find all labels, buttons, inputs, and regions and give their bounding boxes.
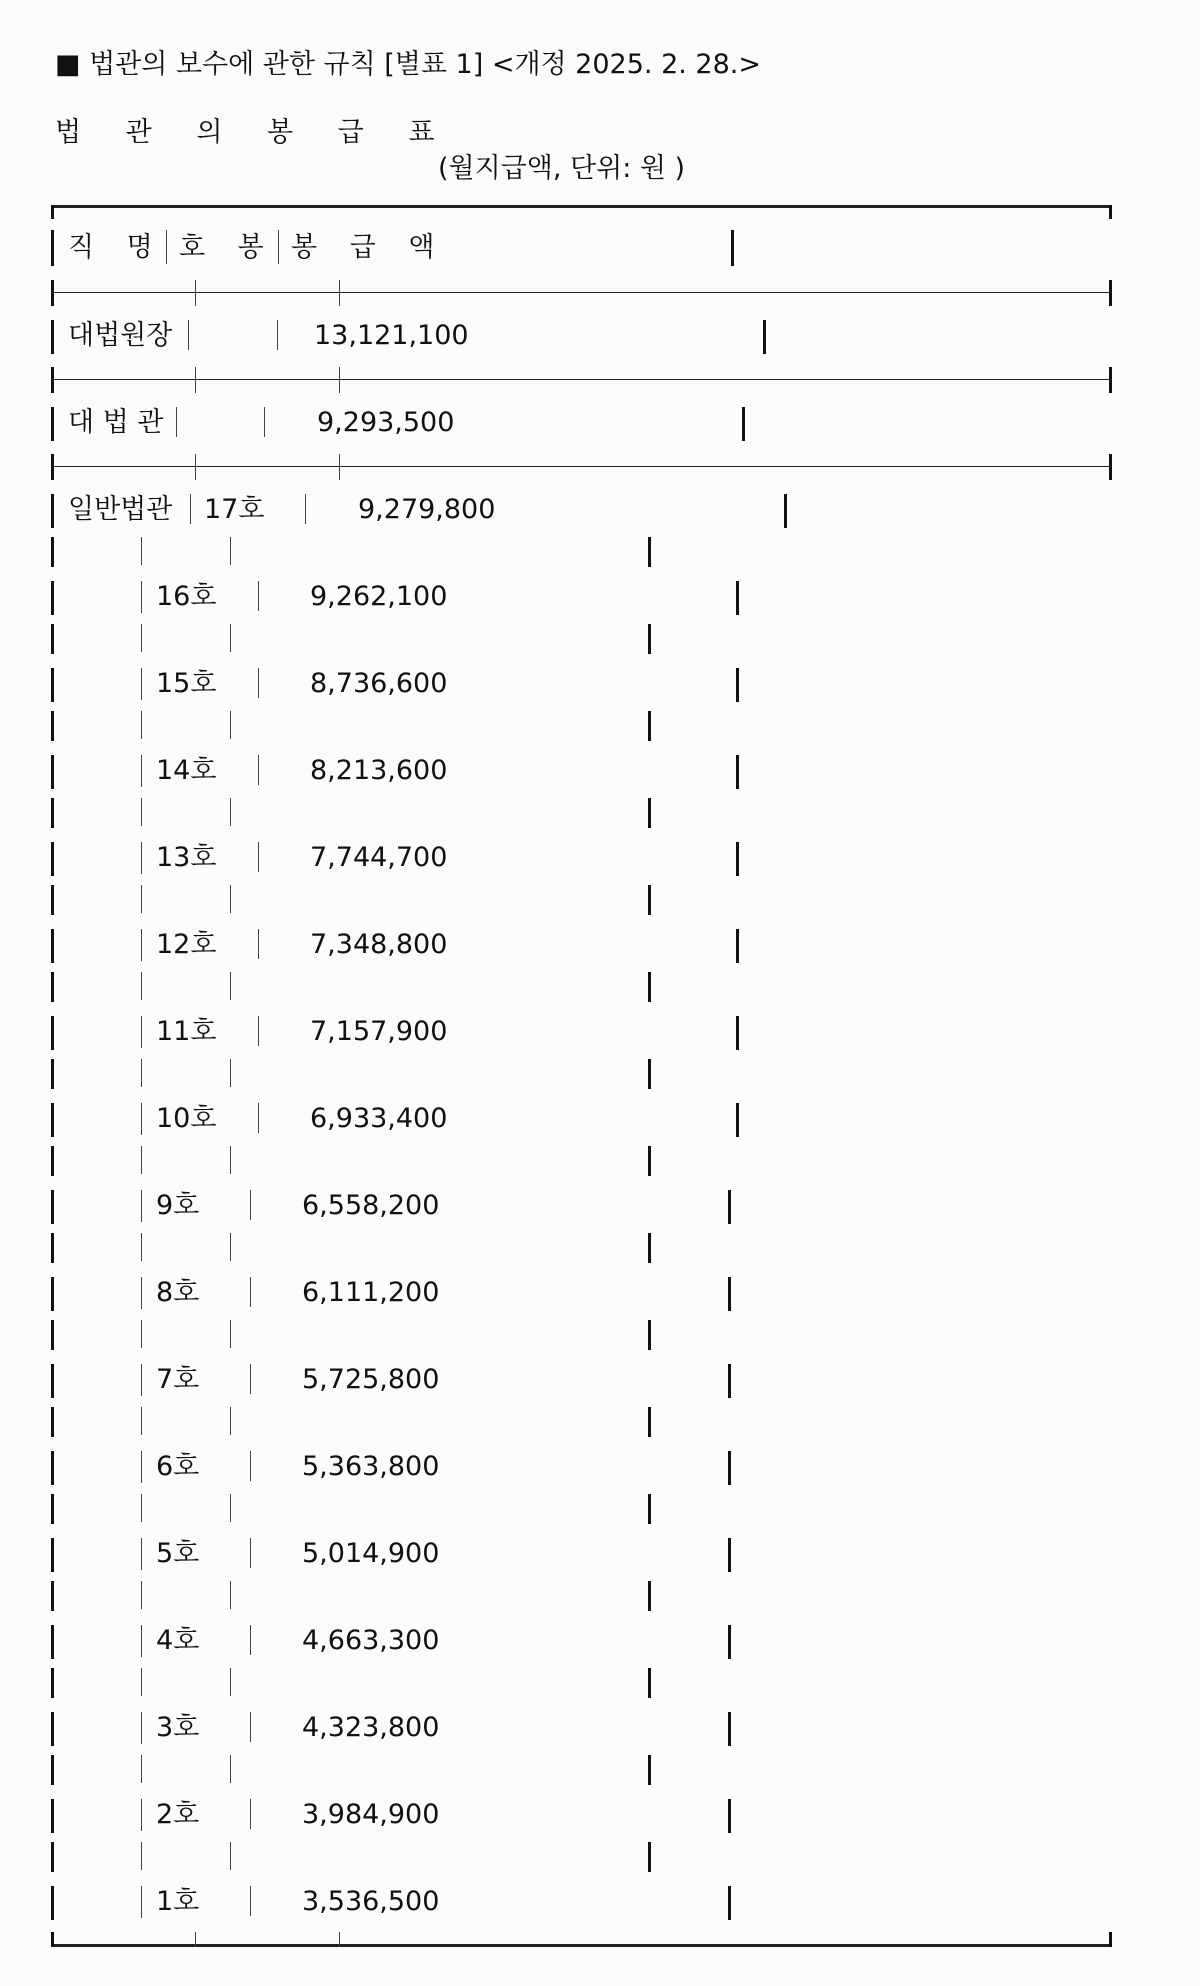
- spacer-divider: [648, 1842, 651, 1872]
- column-divider: [51, 1364, 54, 1398]
- amount-cell: 6,933,400: [310, 1103, 448, 1134]
- column-divider: [728, 1625, 731, 1659]
- spacer-divider: [51, 1755, 54, 1785]
- column-divider: [258, 755, 259, 785]
- spacer-divider: [648, 1407, 651, 1437]
- column-divider: [51, 1799, 54, 1833]
- unit-note: (월지급액, 단위: 원 ): [438, 153, 686, 184]
- spacer-divider: [141, 1233, 142, 1261]
- column-divider: [763, 320, 766, 354]
- table-bottom-border: [51, 1944, 1111, 1947]
- amount-cell: 7,157,900: [310, 1016, 448, 1047]
- spacer-divider: [648, 1755, 651, 1785]
- column-divider: [190, 494, 191, 524]
- column-divider: [51, 755, 54, 789]
- column-divider: [728, 1277, 731, 1311]
- spacer-divider: [230, 885, 231, 913]
- column-divider: [784, 494, 787, 528]
- amount-chief-justice: 13,121,100: [314, 320, 469, 351]
- spacer-divider: [230, 1755, 231, 1783]
- border-tick: [51, 1932, 54, 1947]
- column-divider: [736, 581, 739, 615]
- spacer-divider: [230, 711, 231, 739]
- column-divider: [166, 230, 167, 264]
- grade-cell: 13호: [156, 842, 217, 873]
- spacer-divider: [141, 1059, 142, 1087]
- spacer-divider: [141, 972, 142, 1000]
- column-divider: [258, 1103, 259, 1133]
- column-divider: [141, 1277, 142, 1309]
- grade-cell: 16호: [156, 581, 217, 612]
- row-separator: [51, 292, 1111, 293]
- amount-cell: 7,348,800: [310, 929, 448, 960]
- spacer-divider: [230, 1668, 231, 1696]
- spacer-divider: [51, 537, 54, 567]
- spacer-divider: [648, 1494, 651, 1524]
- border-tick: [1109, 1932, 1112, 1947]
- column-divider: [250, 1799, 251, 1829]
- column-divider: [728, 1799, 731, 1833]
- separator-tick: [51, 454, 54, 480]
- column-divider: [250, 1625, 251, 1655]
- amount-cell: 7,744,700: [310, 842, 448, 873]
- spacer-divider: [141, 624, 142, 652]
- column-divider: [51, 581, 54, 615]
- spacer-divider: [648, 1059, 651, 1089]
- spacer-divider: [230, 624, 231, 652]
- spacer-divider: [141, 1320, 142, 1348]
- column-divider: [736, 668, 739, 702]
- column-divider: [736, 1016, 739, 1050]
- column-divider: [736, 929, 739, 963]
- separator-tick: [339, 367, 340, 393]
- column-divider: [51, 1451, 54, 1485]
- spacer-divider: [141, 1407, 142, 1435]
- column-divider: [51, 1103, 54, 1137]
- column-divider: [258, 929, 259, 959]
- column-divider: [51, 1190, 54, 1224]
- amount-cell: 3,984,900: [302, 1799, 440, 1830]
- spacer-divider: [51, 711, 54, 741]
- spacer-divider: [51, 798, 54, 828]
- spacer-divider: [51, 1842, 54, 1872]
- position-justice: 대 법 관: [68, 407, 164, 438]
- column-header-grade: 호 봉: [179, 232, 276, 263]
- border-tick: [195, 1932, 196, 1947]
- column-divider: [141, 842, 142, 874]
- table-title: 법 관 의 봉 급 표: [55, 117, 453, 148]
- column-divider: [176, 407, 177, 437]
- amount-cell: 8,736,600: [310, 668, 448, 699]
- column-divider: [51, 320, 54, 354]
- column-divider: [250, 1712, 251, 1742]
- spacer-divider: [648, 1233, 651, 1263]
- grade-cell: 10호: [156, 1103, 217, 1134]
- column-divider: [141, 1190, 142, 1222]
- position-judge: 일반법관: [68, 494, 173, 525]
- spacer-divider: [141, 1668, 142, 1696]
- grade-cell: 7호: [156, 1364, 200, 1395]
- column-divider: [51, 668, 54, 702]
- amount-cell: 4,323,800: [302, 1712, 440, 1743]
- separator-tick: [1109, 454, 1112, 480]
- separator-tick: [1109, 280, 1112, 306]
- column-divider: [51, 1712, 54, 1746]
- spacer-divider: [648, 537, 651, 567]
- column-divider: [277, 320, 278, 350]
- amount-cell: 6,111,200: [302, 1277, 440, 1308]
- column-divider: [188, 320, 189, 350]
- separator-tick: [51, 280, 54, 306]
- column-divider: [258, 842, 259, 872]
- spacer-divider: [648, 885, 651, 915]
- spacer-divider: [51, 1494, 54, 1524]
- column-divider: [51, 842, 54, 876]
- amount-cell: 5,725,800: [302, 1364, 440, 1395]
- row-separator: [51, 379, 1111, 380]
- spacer-divider: [648, 798, 651, 828]
- column-divider: [736, 1103, 739, 1137]
- column-divider: [141, 1451, 142, 1483]
- column-divider: [141, 1625, 142, 1657]
- spacer-divider: [230, 1059, 231, 1087]
- separator-tick: [195, 280, 196, 306]
- column-divider: [250, 1538, 251, 1568]
- spacer-divider: [230, 972, 231, 1000]
- spacer-divider: [51, 1407, 54, 1437]
- column-divider: [141, 1103, 142, 1135]
- column-divider: [51, 1277, 54, 1311]
- column-divider: [51, 929, 54, 963]
- row-separator: [51, 466, 1111, 467]
- column-divider: [278, 230, 279, 264]
- table-top-border: [51, 205, 1111, 208]
- spacer-divider: [648, 1320, 651, 1350]
- border-tick: [1109, 205, 1112, 219]
- column-divider: [141, 1538, 142, 1570]
- grade-cell: 9호: [156, 1190, 200, 1221]
- amount-justice: 9,293,500: [317, 407, 455, 438]
- separator-tick: [195, 454, 196, 480]
- column-divider: [51, 407, 54, 441]
- column-divider: [742, 407, 745, 441]
- spacer-divider: [141, 1581, 142, 1609]
- grade-cell: 2호: [156, 1799, 200, 1830]
- column-divider: [731, 230, 734, 266]
- column-divider: [728, 1364, 731, 1398]
- column-divider: [728, 1886, 731, 1920]
- column-divider: [250, 1190, 251, 1220]
- column-header-position: 직 명: [68, 232, 165, 263]
- separator-tick: [339, 454, 340, 480]
- spacer-divider: [648, 1581, 651, 1611]
- grade-cell: 15호: [156, 668, 217, 699]
- spacer-divider: [230, 1233, 231, 1261]
- spacer-divider: [230, 1842, 231, 1870]
- position-chief-justice: 대법원장: [68, 320, 173, 351]
- spacer-divider: [51, 1320, 54, 1350]
- border-tick: [339, 1932, 340, 1947]
- grade-cell: 4호: [156, 1625, 200, 1656]
- grade-cell: 8호: [156, 1277, 200, 1308]
- grade-cell: 11호: [156, 1016, 217, 1047]
- grade-cell: 14호: [156, 755, 217, 786]
- column-divider: [141, 668, 142, 700]
- separator-tick: [51, 367, 54, 393]
- spacer-divider: [141, 537, 142, 565]
- column-divider: [141, 1799, 142, 1831]
- column-divider: [141, 1886, 142, 1918]
- spacer-divider: [648, 1146, 651, 1176]
- spacer-divider: [648, 624, 651, 654]
- column-divider: [258, 1016, 259, 1046]
- spacer-divider: [141, 1494, 142, 1522]
- column-divider: [51, 1538, 54, 1572]
- spacer-divider: [648, 972, 651, 1002]
- amount-cell: 4,663,300: [302, 1625, 440, 1656]
- spacer-divider: [51, 624, 54, 654]
- spacer-divider: [51, 1146, 54, 1176]
- column-divider: [141, 1364, 142, 1396]
- column-divider: [141, 1016, 142, 1048]
- column-divider: [728, 1712, 731, 1746]
- column-divider: [736, 755, 739, 789]
- column-divider: [305, 494, 306, 524]
- spacer-divider: [230, 798, 231, 826]
- column-divider: [51, 1625, 54, 1659]
- column-divider: [141, 755, 142, 787]
- column-divider: [51, 1016, 54, 1050]
- column-divider: [728, 1538, 731, 1572]
- spacer-divider: [230, 1146, 231, 1174]
- spacer-divider: [51, 1233, 54, 1263]
- grade-cell: 5호: [156, 1538, 200, 1569]
- grade-cell: 6호: [156, 1451, 200, 1482]
- border-tick: [51, 205, 54, 219]
- amount-cell: 5,363,800: [302, 1451, 440, 1482]
- spacer-divider: [141, 1842, 142, 1870]
- spacer-divider: [51, 1581, 54, 1611]
- amount-cell: 3,536,500: [302, 1886, 440, 1917]
- spacer-divider: [230, 1494, 231, 1522]
- spacer-divider: [230, 537, 231, 565]
- spacer-divider: [141, 1146, 142, 1174]
- amount-cell: 8,213,600: [310, 755, 448, 786]
- column-divider: [250, 1451, 251, 1481]
- column-divider: [51, 494, 54, 528]
- separator-tick: [195, 367, 196, 393]
- column-divider: [51, 230, 54, 266]
- spacer-divider: [141, 711, 142, 739]
- separator-tick: [339, 280, 340, 306]
- spacer-divider: [230, 1407, 231, 1435]
- grade-cell: 3호: [156, 1712, 200, 1743]
- grade-cell: 12호: [156, 929, 217, 960]
- spacer-divider: [51, 885, 54, 915]
- column-divider: [736, 842, 739, 876]
- amount-cell: 6,558,200: [302, 1190, 440, 1221]
- column-divider: [264, 407, 265, 437]
- column-divider: [728, 1190, 731, 1224]
- column-divider: [51, 1886, 54, 1920]
- spacer-divider: [230, 1320, 231, 1348]
- amount-cell: 5,014,900: [302, 1538, 440, 1569]
- column-divider: [141, 929, 142, 961]
- column-divider: [258, 581, 259, 611]
- column-divider: [141, 581, 142, 613]
- column-divider: [250, 1364, 251, 1394]
- column-header-amount: 봉 급 액: [291, 232, 447, 263]
- spacer-divider: [51, 1668, 54, 1698]
- spacer-divider: [648, 711, 651, 741]
- column-divider: [250, 1277, 251, 1307]
- grade-cell: 1호: [156, 1886, 200, 1917]
- document-header: ■ 법관의 보수에 관한 규칙 [별표 1] <개정 2025. 2. 28.>: [55, 49, 761, 80]
- amount-cell: 9,262,100: [310, 581, 448, 612]
- column-divider: [728, 1451, 731, 1485]
- spacer-divider: [51, 1059, 54, 1089]
- spacer-divider: [141, 798, 142, 826]
- column-divider: [141, 1712, 142, 1744]
- spacer-divider: [141, 885, 142, 913]
- column-divider: [250, 1886, 251, 1916]
- spacer-divider: [141, 1755, 142, 1783]
- separator-tick: [1109, 367, 1112, 393]
- spacer-divider: [230, 1581, 231, 1609]
- grade-cell: 17호: [204, 494, 265, 525]
- amount-cell: 9,279,800: [358, 494, 496, 525]
- column-divider: [258, 668, 259, 698]
- spacer-divider: [51, 972, 54, 1002]
- spacer-divider: [648, 1668, 651, 1698]
